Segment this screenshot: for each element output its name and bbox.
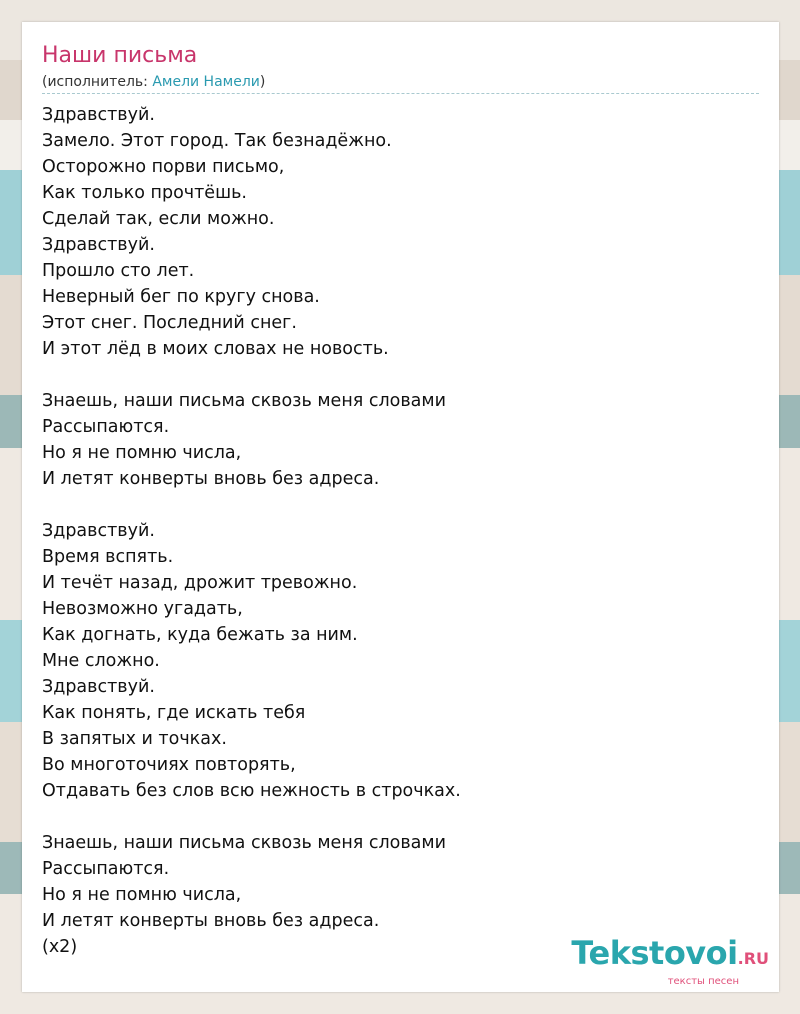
lyric-line: Как только прочтёшь. [42, 183, 247, 203]
lyric-line: Невозможно угадать, [42, 599, 243, 619]
lyric-line: И этот лёд в моих словах не новость. [42, 339, 389, 359]
lyric-line: Во многоточиях повторять, [42, 755, 296, 775]
lyrics-text [42, 102, 461, 960]
lyric-line: Рассыпаются. [42, 859, 170, 879]
lyric-line: Здравствуй. [42, 521, 155, 541]
lyric-line: Как понять, где искать тебя [42, 703, 306, 723]
lyric-line: Как догнать, куда бежать за ним. [42, 625, 358, 645]
artist-prefix: (исполнитель: [42, 74, 153, 90]
lyric-line: Но я не помню числа, [42, 443, 242, 463]
lyric-line: Этот снег. Последний снег. [42, 313, 297, 333]
lyric-line: Прошло сто лет. [42, 261, 195, 281]
lyric-line: В запятых и точках. [42, 729, 227, 749]
lyric-line: Знаешь, наши письма сквозь меня словами [42, 833, 446, 853]
site-logo[interactable] [571, 936, 769, 987]
logo-wordmark [571, 936, 769, 976]
lyric-line: Время вспять. [42, 547, 174, 567]
lyric-line: Мне сложно. [42, 651, 160, 671]
title-divider [42, 93, 759, 94]
artist-line [42, 73, 265, 91]
lyric-line: Осторожно порви письмо, [42, 157, 285, 177]
lyric-line: (x2) [42, 937, 78, 957]
lyric-line: Сделай так, если можно. [42, 209, 275, 229]
lyric-line: Здравствуй. [42, 105, 155, 125]
lyric-line: И летят конверты вновь без адреса. [42, 911, 380, 931]
lyric-line: Неверный бег по кругу снова. [42, 287, 320, 307]
artist-suffix: ) [259, 74, 266, 90]
lyric-line: Рассыпаются. [42, 417, 170, 437]
lyric-line [42, 362, 461, 388]
lyric-line: И летят конверты вновь без адреса. [42, 469, 380, 489]
lyric-line: Замело. Этот город. Так безнадёжно. [42, 131, 392, 151]
lyrics-card [22, 22, 779, 992]
logo-name: Tekstovoi [571, 934, 738, 972]
lyric-line: Знаешь, наши письма сквозь меня словами [42, 391, 446, 411]
logo-tagline: тексты песен [667, 976, 739, 987]
lyric-line: Здравствуй. [42, 677, 155, 697]
song-title: Наши письма [42, 43, 198, 68]
lyric-line: Но я не помню числа, [42, 885, 242, 905]
lyric-line: И течёт назад, дрожит тревожно. [42, 573, 358, 593]
logo-tld: .RU [737, 949, 769, 968]
lyric-line [42, 492, 461, 518]
lyric-line: Отдавать без слов всю нежность в строчках. [42, 781, 461, 801]
lyric-line: Здравствуй. [42, 235, 155, 255]
artist-link[interactable]: Амели Намели [152, 74, 260, 90]
lyric-line [42, 804, 461, 830]
